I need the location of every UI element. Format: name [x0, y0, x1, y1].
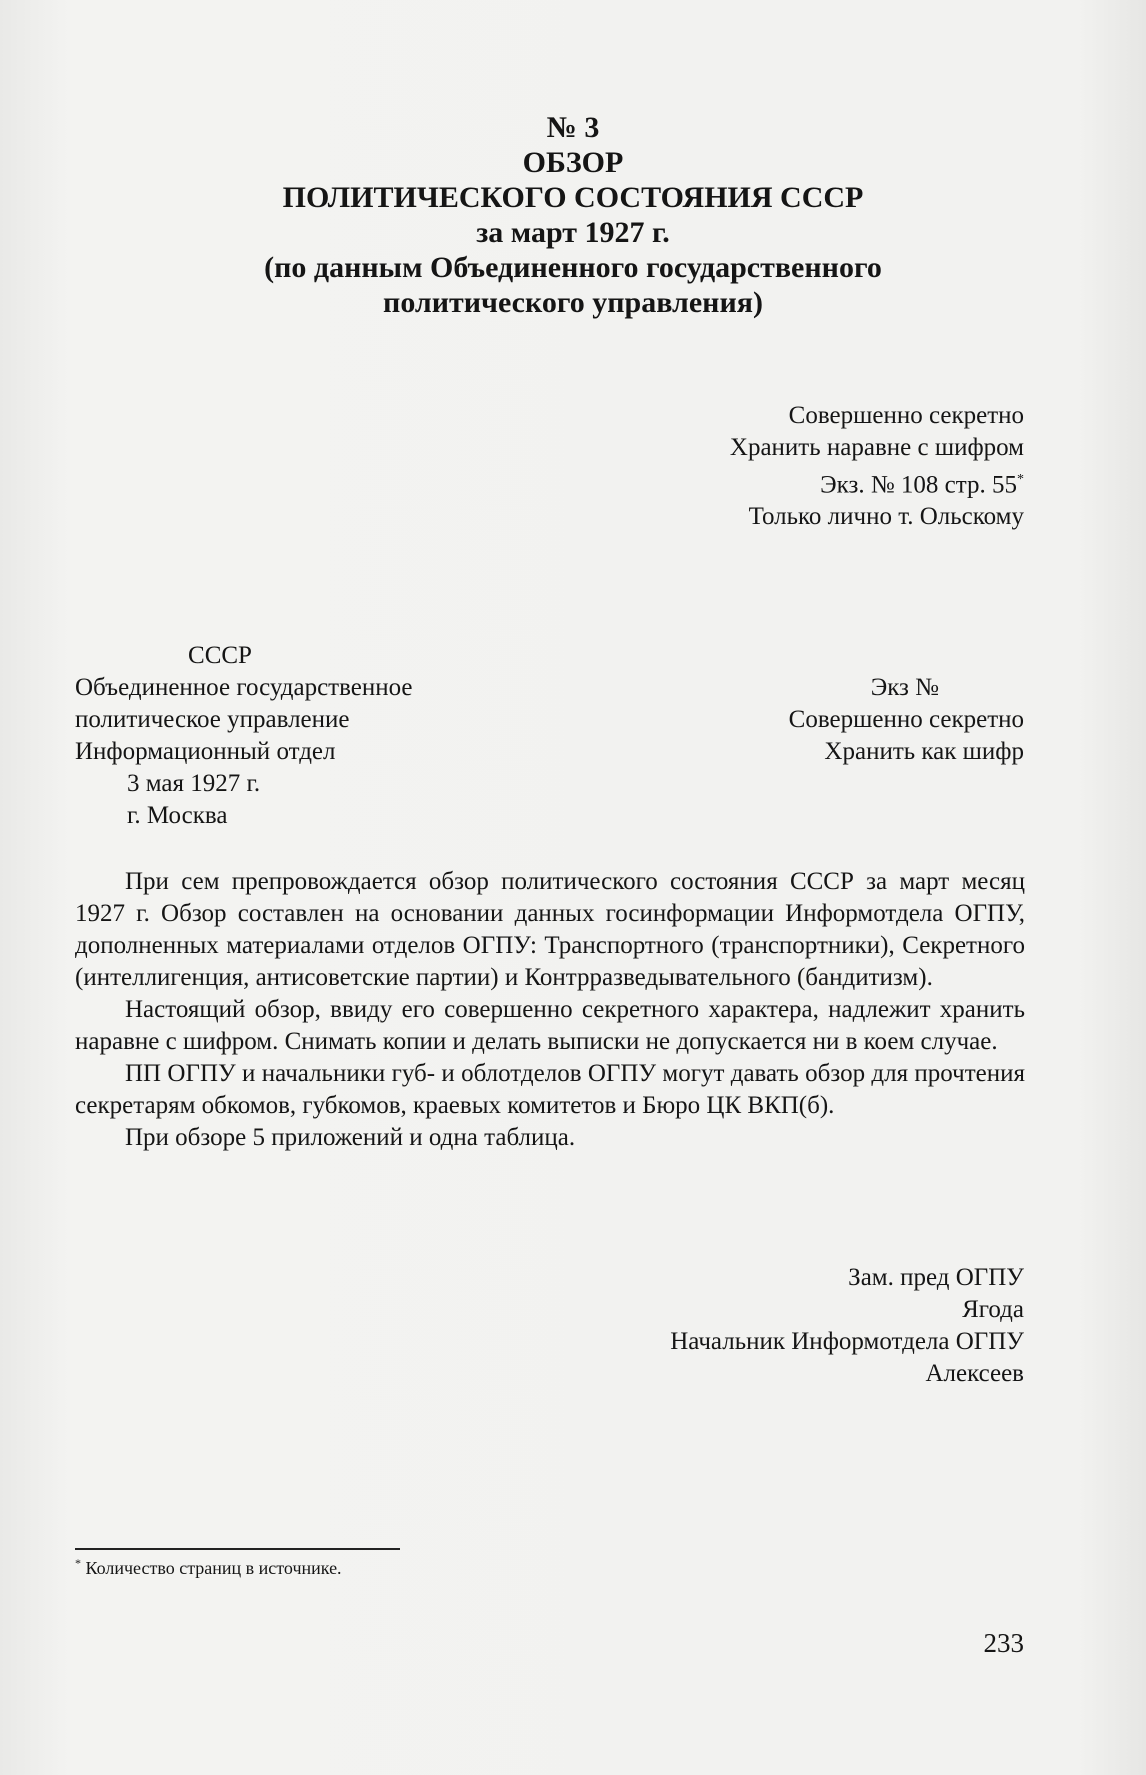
footnote-text: Количество страниц в источнике. — [81, 1558, 342, 1578]
body-paragraph: При обзоре 5 приложений и одна таблица. — [125, 1124, 576, 1151]
signatory-name-2: Алексеев — [925, 1360, 1024, 1387]
copy-number: Экз № — [870, 674, 939, 701]
signature-block — [670, 1262, 1024, 1390]
document-heading — [0, 110, 1146, 320]
signatory-title-2: Начальник Информотдела ОГПУ — [670, 1328, 1024, 1355]
classification-copy-ref: Экз. № 108 стр. 55* — [820, 471, 1024, 499]
sender-department: Информационный отдел — [75, 738, 336, 765]
sender-block — [75, 640, 495, 832]
document-subject: ПОЛИТИЧЕСКОГО СОСТОЯНИЯ СССР — [282, 181, 864, 214]
document-source-line-1: (по данным Объединенного государственного — [264, 251, 882, 284]
document-number: № 3 — [546, 111, 600, 144]
sender-date: 3 мая 1927 г. — [127, 770, 261, 797]
copy-keep: Хранить как шифр — [824, 738, 1024, 765]
page-number: 233 — [983, 1628, 1024, 1658]
copy-block — [789, 672, 1024, 768]
signatory-title-1: Зам. пред ОГПУ — [848, 1264, 1024, 1291]
document-source-line-2: политического управления) — [383, 286, 763, 319]
classification-secret: Совершенно секретно — [788, 402, 1024, 429]
classification-stamp — [730, 400, 1024, 533]
signatory-name-1: Ягода — [962, 1296, 1024, 1323]
footnote-divider — [75, 1548, 400, 1550]
copy-secret: Совершенно секретно — [788, 706, 1024, 733]
classification-keep: Хранить наравне с шифром — [729, 434, 1024, 461]
body-paragraph: Настоящий обзор, ввиду его совершенно секретного характера, надлежит хранить наравне с шифром. Снимать копии и делать выписки не допускается ни в коем случае. — [75, 996, 1025, 1055]
sender-country: СССР — [188, 642, 252, 669]
sender-city: г. Москва — [127, 802, 228, 829]
footnote-mark: * — [75, 1556, 81, 1570]
body-paragraph: При сем препровождается обзор политического состояния СССР за март месяц 1927 г. Обзор составлен на основании данных госинформации Информотдела ОГПУ, дополненных материалами отделов ОГПУ: Транспортного (транспортники), Секретного (интеллигенция, антисоветские партии) и Контрразведывательного (бандитизм). — [75, 868, 1025, 991]
footnote-marker: * — [1017, 472, 1024, 487]
body-paragraph: ПП ОГПУ и начальники губ- и облотделов ОГПУ могут давать обзор для прочтения секретарям обкомов, губкомов, краевых комитетов и Бюро ЦК ВКП(б). — [75, 1060, 1025, 1119]
document-body — [75, 866, 1025, 1154]
document-title: ОБЗОР — [522, 146, 624, 179]
sender-org-line-2: политическое управление — [75, 706, 350, 733]
document-period: за март 1927 г. — [476, 216, 670, 249]
classification-personal: Только лично т. Ольскому — [748, 503, 1024, 531]
footnote — [75, 1556, 342, 1579]
sender-org-line-1: Объединенное государственное — [75, 674, 413, 701]
